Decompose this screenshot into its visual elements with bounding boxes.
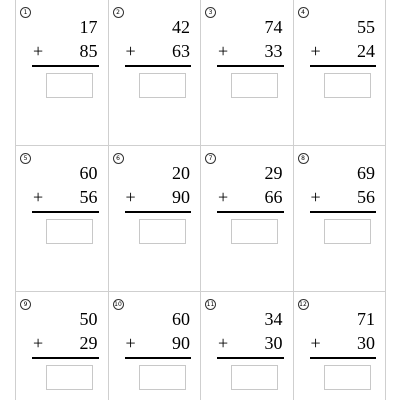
problem-number: 3 <box>205 7 216 18</box>
sum-line <box>125 357 192 359</box>
answer-box[interactable] <box>46 219 93 244</box>
answer-box[interactable] <box>139 219 186 244</box>
sum-line <box>32 65 99 67</box>
answer-box[interactable] <box>324 219 371 244</box>
second-addend: 29 <box>79 333 98 353</box>
problem-cell <box>16 0 109 146</box>
plus-operator: + <box>33 187 44 207</box>
plus-operator: + <box>33 333 44 353</box>
problem-cell <box>294 146 387 292</box>
problem-cell <box>109 0 202 146</box>
first-addend: 20 <box>172 163 190 183</box>
problem-number: 10 <box>114 301 122 308</box>
first-addend: 71 <box>357 309 375 329</box>
second-addend: 30 <box>357 333 375 353</box>
sum-line <box>217 211 284 213</box>
second-addend: 24 <box>357 41 375 61</box>
problem-number: 8 <box>298 153 309 164</box>
sum-line <box>310 211 377 213</box>
second-addend: 90 <box>172 187 190 207</box>
plus-operator: + <box>310 41 321 61</box>
plus-operator: + <box>125 187 136 207</box>
problem-number: 1 <box>20 7 31 18</box>
second-addend: 90 <box>172 333 190 353</box>
first-addend: 74 <box>264 17 283 37</box>
first-addend: 55 <box>357 17 375 37</box>
problem-cell <box>109 292 202 400</box>
sum-line <box>217 357 284 359</box>
problem-cell <box>294 0 387 146</box>
second-addend: 56 <box>79 187 98 207</box>
second-addend: 66 <box>264 187 283 207</box>
second-addend: 30 <box>264 333 283 353</box>
problem-number: 11 <box>206 301 215 308</box>
problem-cell <box>201 292 294 400</box>
first-addend: 60 <box>172 309 190 329</box>
problem-cell <box>201 0 294 146</box>
sum-line <box>217 65 284 67</box>
sum-line <box>125 211 192 213</box>
second-addend: 63 <box>172 41 190 61</box>
answer-box[interactable] <box>139 73 186 98</box>
problem-cell <box>201 146 294 292</box>
plus-operator: + <box>125 41 136 61</box>
plus-operator: + <box>218 187 229 207</box>
first-addend: 17 <box>79 17 98 37</box>
problem-number: 2 <box>113 7 124 18</box>
sum-line <box>32 211 99 213</box>
sum-line <box>32 357 99 359</box>
problem-number: 5 <box>20 153 31 164</box>
worksheet-grid <box>15 0 386 400</box>
problem-cell <box>109 146 202 292</box>
problem-number: 12 <box>299 301 307 308</box>
problem-cell <box>294 292 387 400</box>
answer-box[interactable] <box>231 219 278 244</box>
plus-operator: + <box>310 333 321 353</box>
sum-line <box>310 65 377 67</box>
second-addend: 85 <box>79 41 98 61</box>
first-addend: 60 <box>79 163 98 183</box>
problem-number: 6 <box>113 153 124 164</box>
sum-line <box>125 65 192 67</box>
answer-box[interactable] <box>324 365 371 390</box>
first-addend: 69 <box>357 163 375 183</box>
first-addend: 42 <box>172 17 190 37</box>
problem-number: 7 <box>205 153 216 164</box>
plus-operator: + <box>218 333 229 353</box>
problem-cell <box>16 146 109 292</box>
plus-operator: + <box>125 333 136 353</box>
problem-number: 9 <box>20 299 31 310</box>
answer-box[interactable] <box>324 73 371 98</box>
problem-cell <box>16 292 109 400</box>
plus-operator: + <box>33 41 44 61</box>
plus-operator: + <box>218 41 229 61</box>
answer-box[interactable] <box>139 365 186 390</box>
first-addend: 50 <box>79 309 98 329</box>
answer-box[interactable] <box>231 365 278 390</box>
answer-box[interactable] <box>231 73 278 98</box>
problem-number: 4 <box>298 7 309 18</box>
second-addend: 33 <box>264 41 283 61</box>
answer-box[interactable] <box>46 365 93 390</box>
second-addend: 56 <box>357 187 375 207</box>
plus-operator: + <box>310 187 321 207</box>
first-addend: 29 <box>264 163 283 183</box>
sum-line <box>310 357 377 359</box>
answer-box[interactable] <box>46 73 93 98</box>
first-addend: 34 <box>264 309 283 329</box>
